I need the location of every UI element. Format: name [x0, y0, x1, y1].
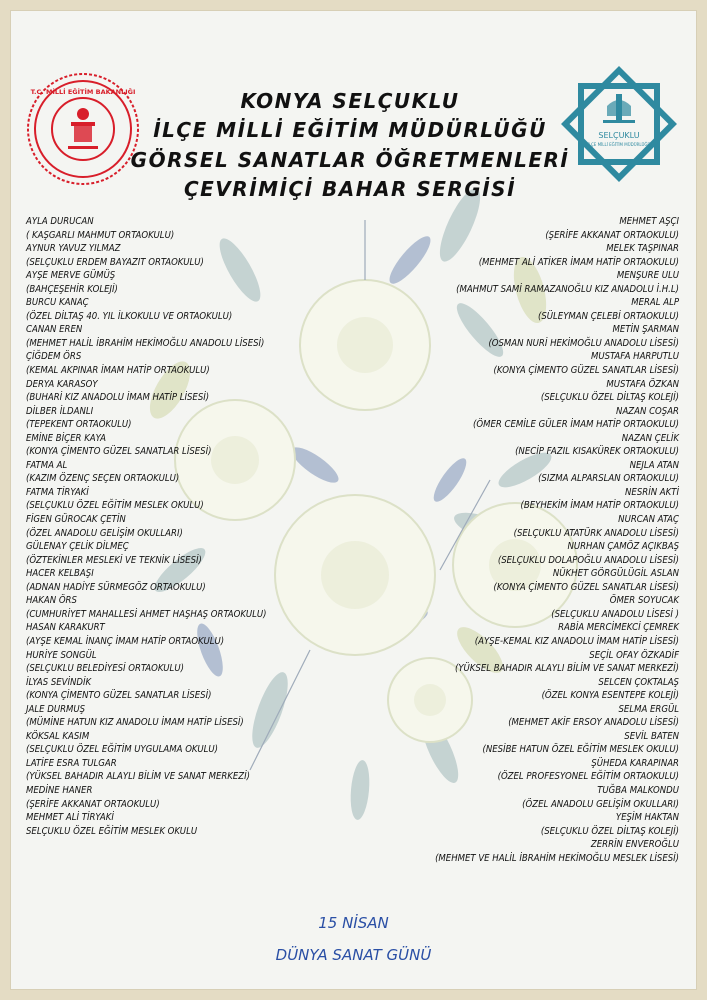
svg-text:T.C. MİLLİ EĞİTİM BAKANLIĞI: T.C. MİLLİ EĞİTİM BAKANLIĞI	[30, 88, 136, 96]
school-name: (MEHMET AKİF ERSOY ANADOLU LİSESİ)	[508, 717, 679, 729]
teacher-name: NESRİN AKTİ	[625, 486, 679, 498]
teacher-name: CANAN EREN	[26, 324, 83, 336]
teacher-name: FATMA AL	[26, 459, 68, 471]
teacher-name: SELMA ERGÜL	[618, 703, 679, 715]
teacher-name: HAKAN ÖRS	[26, 595, 77, 607]
school-name: (SELÇUKLU ERDEM BAYAZIT ORTAOKULU)	[26, 256, 204, 268]
teacher-name: RABİA MERCİMEKCİ ÇEMREK	[558, 622, 679, 634]
school-name: (NESİBE HATUN ÖZEL EĞİTİM MESLEK OKULU)	[482, 744, 679, 756]
teacher-name: ÖMER SOYUCAK	[609, 595, 679, 607]
teacher-name: NEJLA ATAN	[629, 459, 679, 471]
school-name: (MEHMET ALİ ATİKER İMAM HATİP ORTAOKULU)	[478, 256, 679, 268]
school-name: (SELÇUKLU BELEDİYESİ ORTAOKULU)	[26, 663, 184, 675]
school-name: (YÜKSEL BAHADIR ALAYLI BİLİM VE SANAT MERKEZİ)	[26, 771, 250, 783]
teacher-name: NURCAN ATAÇ	[618, 514, 679, 526]
left-participant-list	[26, 215, 266, 838]
footer-date: 15 NİSAN	[318, 914, 389, 932]
teacher-name: NURHAN ÇAMÖZ AÇIKBAŞ	[567, 541, 679, 553]
teacher-name: HACER KELBAŞI	[26, 568, 94, 580]
school-name: (AYŞE-KEMAL KIZ ANADOLU İMAM HATİP LİSESİ)	[474, 635, 679, 647]
meb-seal-icon	[24, 70, 142, 188]
school-name: (CUMHURİYET MAHALLESİ AHMET HAŞHAŞ ORTAOKULU)	[26, 608, 267, 620]
teacher-name: TUĞBA MALKONDU	[597, 784, 679, 796]
teacher-name: AYLA DURUCAN	[26, 216, 94, 227]
teacher-name: GÜLENAY ÇELİK DİLMEÇ	[26, 541, 129, 553]
school-name: (KONYA ÇİMENTO GÜZEL SANATLAR LİSESİ)	[26, 690, 212, 702]
teacher-name: İLYAS SEVİNDİK	[26, 676, 92, 688]
teacher-name: METİN ŞARMAN	[612, 324, 679, 336]
school-name: (MEHMET VE HALİL İBRAHİM HEKİMOĞLU MESLEK LİSESİ)	[435, 852, 679, 864]
teacher-name: AYŞE MERVE GÜMÜŞ	[26, 270, 116, 282]
school-name: (SELÇUKLU ATATÜRK ANADOLU LİSESİ)	[513, 527, 679, 539]
teacher-name: DİLBER İLDANLI	[26, 405, 94, 417]
teacher-name: SELCEN ÇOKTALAŞ	[598, 676, 679, 688]
school-name: (OSMAN NURİ HEKİMOĞLU ANADOLU LİSESİ)	[488, 337, 679, 349]
school-name: (MÜMİNE HATUN KIZ ANADOLU İMAM HATİP LİSESİ)	[26, 717, 244, 729]
school-name: (NECİP FAZIL KISAKÜREK ORTAOKULU)	[515, 446, 679, 458]
teacher-name: ŞÜHEDA KARAPINAR	[591, 757, 679, 769]
header-line-1: KONYA SELÇUKLU	[240, 89, 460, 113]
selcuklu-logo-title: SELÇUKLU	[598, 131, 640, 140]
school-name: (BEYHEKİM İMAM HATİP ORTAOKULU)	[520, 500, 679, 512]
school-name: (TEPEKENT ORTAOKULU)	[26, 419, 132, 431]
school-name: (MAHMUT SAMİ RAMAZANOĞLU KIZ ANADOLU İ.H.L)	[456, 283, 679, 295]
teacher-name: NÜKHET GÖRGÜLÜGİL ASLAN	[552, 568, 679, 580]
teacher-name: NAZAN COŞAR	[616, 405, 679, 417]
school-name: (ÖZEL DİLTAŞ 40. YIL İLKOKULU VE ORTAOKULU)	[26, 310, 233, 322]
teacher-name: SELÇUKLU ÖZEL EĞİTİM MESLEK OKULU	[26, 825, 198, 837]
header-line-3: GÖRSEL SANATLAR ÖĞRETMENLERİ	[130, 148, 570, 172]
school-name: (ÖZEL ANADOLU GELİŞİM OKULLARI)	[26, 527, 183, 539]
school-name: ( KAŞGARLI MAHMUT ORTAOKULU)	[26, 229, 175, 241]
teacher-name: AYNUR YAVUZ YILMAZ	[26, 243, 121, 255]
school-name: (BUHARİ KIZ ANADOLU İMAM HATİP LİSESİ)	[26, 392, 210, 404]
teacher-name: HURİYE SONGÜL	[26, 649, 97, 661]
school-name: (KONYA ÇİMENTO GÜZEL SANATLAR LİSESİ)	[26, 446, 212, 458]
teacher-name: DERYA KARASOY	[26, 378, 98, 390]
teacher-name: ZERRİN ENVEROĞLU	[590, 839, 679, 851]
school-name: (ADNAN HADİYE SÜRMEGÖZ ORTAOKULU)	[26, 581, 206, 593]
school-name: (KONYA ÇİMENTO GÜZEL SANATLAR LİSESİ)	[493, 365, 679, 377]
teacher-name: JALE DURMUŞ	[26, 703, 86, 715]
school-name: (ŞERİFE AKKANAT ORTAOKULU)	[545, 229, 679, 241]
teacher-name: KÖKSAL KASIM	[26, 730, 90, 742]
school-name: (SIZMA ALPARSLAN ORTAOKULU)	[538, 473, 679, 485]
teacher-name: NAZAN ÇELİK	[621, 432, 679, 444]
school-name: (SELÇUKLU ÖZEL DİLTAŞ KOLEJİ)	[540, 825, 679, 837]
teacher-name: SEVİL BATEN	[624, 730, 679, 742]
teacher-name: FİGEN GÜROCAK ÇETİN	[26, 514, 126, 526]
school-name: (AYŞE KEMAL İNANÇ İMAM HATİP ORTAOKULU)	[26, 635, 225, 647]
school-name: (KEMAL AKPINAR İMAM HATİP ORTAOKULU)	[26, 365, 210, 377]
school-name: (SELÇUKLU ÖZEL EĞİTİM UYGULAMA OKULU)	[26, 744, 218, 756]
teacher-name: FATMA TİRYAKİ	[26, 486, 89, 498]
teacher-name: YEŞİM HAKTAN	[615, 812, 679, 824]
teacher-name: MUSTAFA ÖZKAN	[606, 378, 679, 390]
teacher-name: MERAL ALP	[631, 297, 679, 309]
school-name: (MEHMET HALİL İBRAHİM HEKİMOĞLU ANADOLU LİSESİ)	[26, 337, 265, 349]
school-name: (SÜLEYMAN ÇELEBİ ORTAOKULU)	[538, 310, 679, 322]
school-name: (SELÇUKLU DOLAPOĞLU ANADOLU LİSESİ)	[497, 554, 679, 566]
teacher-name: ÇİĞDEM ÖRS	[26, 351, 82, 363]
header-line-4: ÇEVRİMİÇİ BAHAR SERGİSİ	[183, 177, 517, 201]
school-name: (SELÇUKLU ÖZEL EĞİTİM MESLEK OKULU)	[26, 500, 204, 512]
teacher-name: MEDİNE HANER	[26, 784, 93, 796]
school-name: (SELÇUKLU ÖZEL DİLTAŞ KOLEJİ)	[540, 392, 679, 404]
school-name: (ÖZEL PROFESYONEL EĞİTİM ORTAOKULU)	[497, 771, 679, 783]
selcuklu-star-icon	[559, 64, 679, 184]
school-name: (ÖZEL KONYA ESENTEPE KOLEJİ)	[541, 690, 679, 702]
teacher-name: SEÇİL OFAY ÖZKADİF	[589, 649, 679, 661]
teacher-name: HASAN KARAKURT	[26, 622, 105, 634]
poster	[10, 10, 697, 990]
selcuklu-logo-subtitle: İLÇE MİLLİ EĞİTİM MÜDÜRLÜĞÜ	[587, 142, 651, 147]
teacher-name: BURCU KANAÇ	[26, 297, 89, 309]
teacher-name: EMİNE BİÇER KAYA	[26, 432, 106, 444]
teacher-name: MUSTAFA HARPUTLU	[590, 351, 679, 363]
school-name: (ÖZTEKİNLER MESLEKİ VE TEKNİK LİSESİ)	[26, 554, 202, 566]
school-name: (ŞERİFE AKKANAT ORTAOKULU)	[26, 798, 160, 810]
school-name: (YÜKSEL BAHADIR ALAYLI BİLİM VE SANAT MERKEZİ)	[455, 663, 679, 675]
school-name: (BAHÇEŞEHİR KOLEJİ)	[26, 283, 118, 295]
school-name: (SELÇUKLU ANADOLU LİSESİ )	[551, 608, 679, 620]
teacher-name: LATİFE ESRA TULGAR	[26, 757, 117, 769]
school-name: (ÖMER CEMİLE GÜLER İMAM HATİP ORTAOKULU)	[473, 419, 679, 431]
teacher-name: MEHMET AŞÇI	[619, 216, 679, 227]
right-participant-list	[435, 215, 679, 865]
footer-event: DÜNYA SANAT GÜNÜ	[275, 946, 432, 964]
school-name: (ÖZEL ANADOLU GELİŞİM OKULLARI)	[522, 798, 679, 810]
teacher-name: MENŞURE ULU	[616, 270, 679, 282]
school-name: (KAZIM ÖZENÇ SEÇEN ORTAOKULU)	[26, 473, 180, 485]
teacher-name: MELEK TAŞPINAR	[606, 243, 679, 255]
header-line-2: İLÇE MİLLİ EĞİTİM MÜDÜRLÜĞÜ	[153, 118, 547, 142]
school-name: (KONYA ÇİMENTO GÜZEL SANATLAR LİSESİ)	[493, 581, 679, 593]
teacher-name: MEHMET ALİ TİRYAKİ	[26, 812, 114, 824]
